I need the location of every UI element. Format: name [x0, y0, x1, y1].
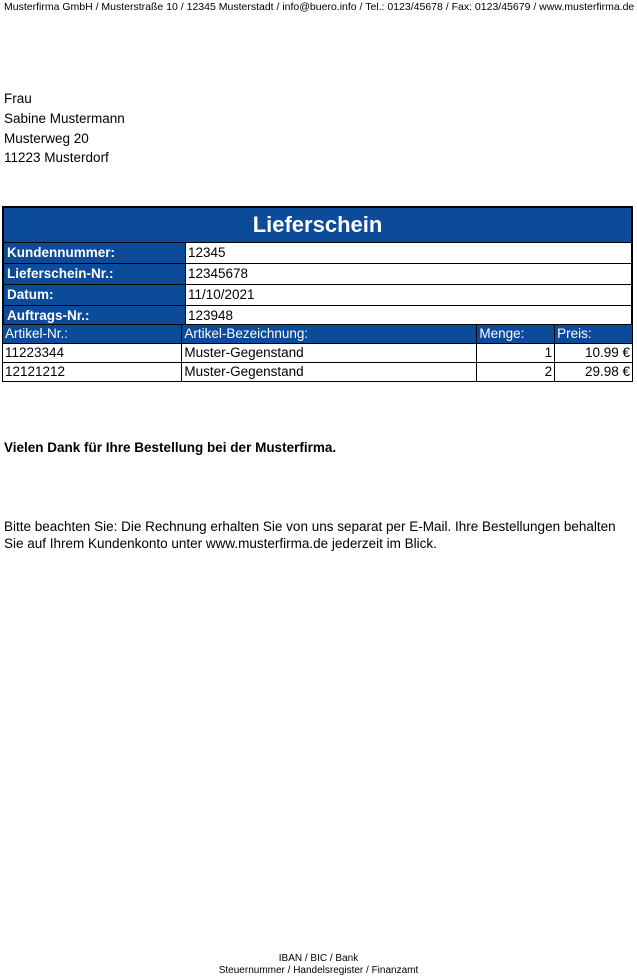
cell-quantity: 1 — [477, 344, 555, 363]
recipient-address — [4, 89, 125, 168]
recipient-street: Musterweg 20 — [4, 130, 89, 146]
info-label: Datum: — [4, 285, 186, 305]
header-article-number: Artikel-Nr.: — [3, 325, 182, 344]
recipient-city: 11223 Musterdorf — [4, 150, 109, 166]
info-value: 11/10/2021 — [186, 285, 631, 305]
footer-tax-line: Steuernummer / Handelsregister / Finanzamt — [218, 964, 419, 976]
recipient-salutation: Frau — [4, 91, 32, 106]
header-price: Preis: — [555, 325, 633, 344]
info-row-delivery-note-number — [4, 264, 631, 285]
info-row-order-number — [4, 306, 631, 326]
footer-bank-line: IBAN / BIC / Bank — [278, 953, 359, 964]
thank-you-message: Vielen Dank für Ihre Bestellung bei der Musterfirma. — [4, 440, 337, 455]
table-row — [3, 363, 633, 382]
cell-quantity: 2 — [477, 363, 555, 382]
recipient-name: Sabine Mustermann — [4, 110, 125, 126]
table-row — [3, 344, 633, 363]
info-label: Lieferschein-Nr.: — [4, 264, 186, 284]
items-table — [2, 324, 633, 382]
cell-article-number: 12121212 — [3, 363, 182, 382]
items-header-row — [3, 325, 633, 344]
company-header-line: Musterfirma GmbH / Musterstraße 10 / 12345 Musterstadt / info@buero.info / Tel.: 0123/45678 / Fax: 0123/45679 / www.musterfirma.de — [4, 1, 635, 13]
cell-description: Muster-Gegenstand — [182, 363, 477, 382]
cell-price: 10.99 € — [555, 344, 633, 363]
delivery-note-info-table — [2, 206, 633, 328]
header-description: Artikel-Bezeichnung: — [182, 325, 477, 344]
footer — [0, 953, 637, 976]
invoice-note: Bitte beachten Sie: Die Rechnung erhalten Sie von uns separat per E-Mail. Ihre Bestellungen behalten Sie auf Ihrem Kundenkonto unter www.musterfirma.de jederzeit im Blick. — [4, 519, 616, 551]
info-label: Kundennummer: — [4, 243, 186, 263]
cell-article-number: 11223344 — [3, 344, 182, 363]
info-label: Auftrags-Nr.: — [4, 306, 186, 326]
cell-price: 29.98 € — [555, 363, 633, 382]
info-value: 123948 — [186, 306, 631, 326]
info-value: 12345 — [186, 243, 631, 263]
info-row-date — [4, 285, 631, 306]
cell-description: Muster-Gegenstand — [182, 344, 477, 363]
header-quantity: Menge: — [477, 325, 555, 344]
info-value: 12345678 — [186, 264, 631, 284]
info-row-customer-number — [4, 243, 631, 264]
document-title: Lieferschein — [4, 208, 631, 243]
